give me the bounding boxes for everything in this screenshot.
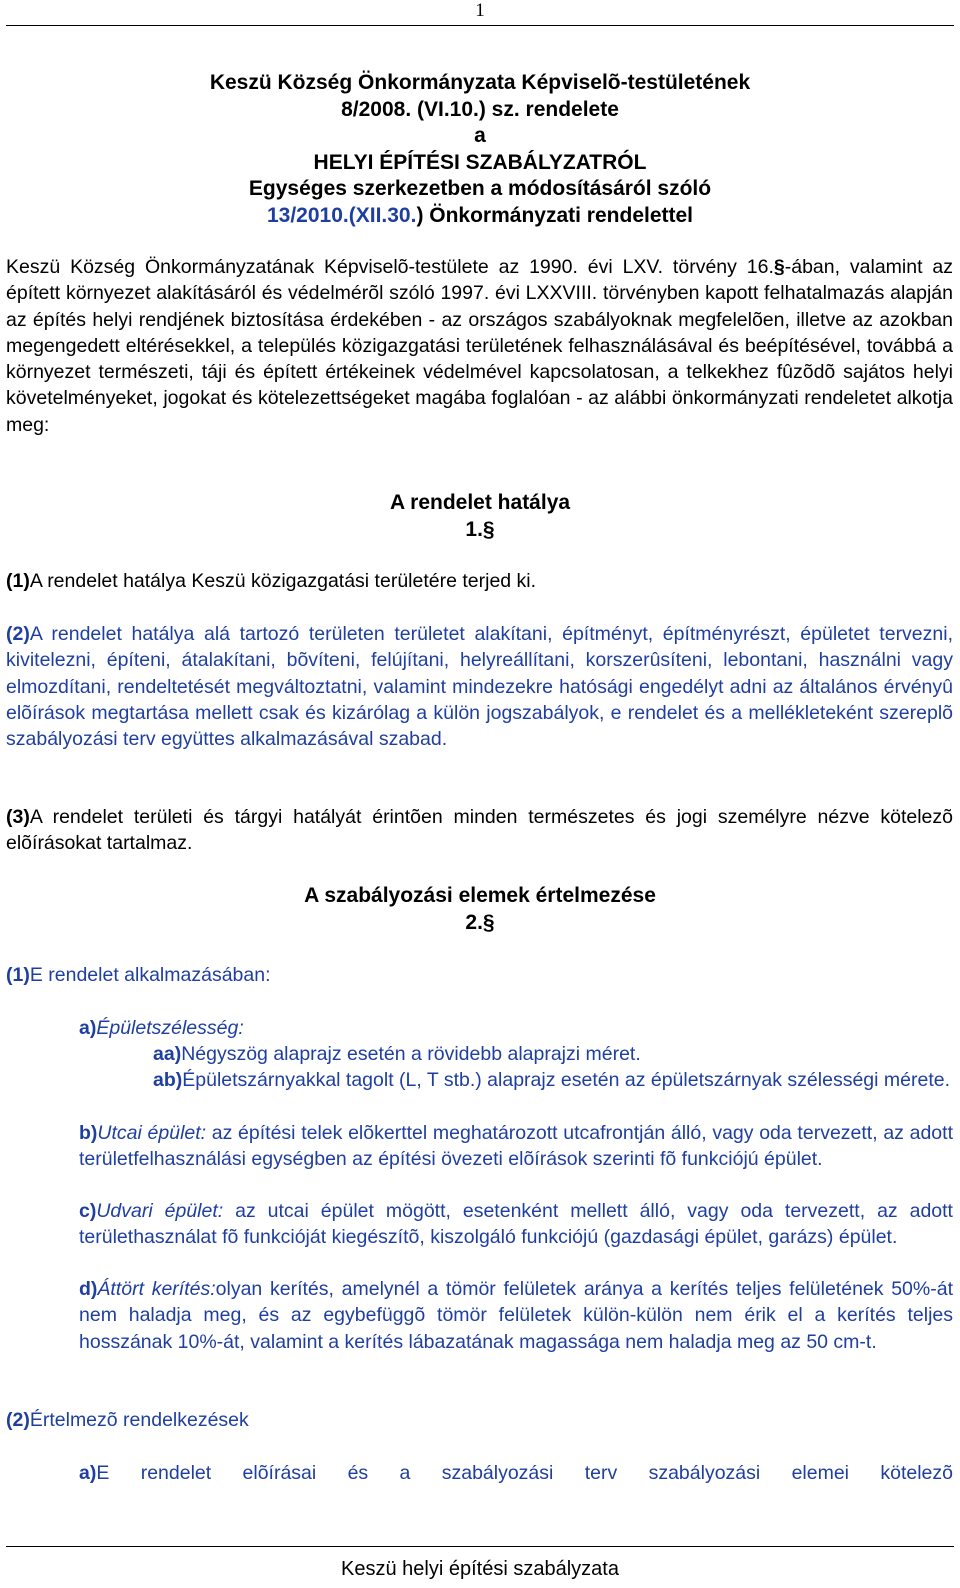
item-label: aa) xyxy=(153,1043,182,1065)
page-number: 1 xyxy=(475,0,485,21)
section-1-title: A rendelet hatálya xyxy=(389,491,571,514)
definition-b xyxy=(79,1120,953,1173)
paragraph-text: E rendelet alkalmazásában: xyxy=(29,964,271,986)
section-1-heading xyxy=(0,490,960,543)
paragraph-label: (3) xyxy=(6,806,30,828)
item-text: Épületszárnyakkal tagolt (L, T stb.) alaprajz esetén az épületszárnyak szélességi mérete. xyxy=(182,1069,951,1091)
definition-a xyxy=(79,1015,953,1041)
preamble-text-2: -ában, valamint az épített környezet alakításáról és védelmérõl szóló 1997. évi LXXVIII. törvényben kapott felhatalmazás alapján az építés helyi rendjének biztosítása érdekében - az országos szabályoknak megfelelõen, illetve az azokban megengedett eltérésekkel, a település közigazgatási területének felhasználásával és beépítésével, továbbá a környezet természeti, táji és épített értékeinek védelmével kapcsolatosan, a telkekhez fûzõdõ sajátos helyi követelményeket, jogokat és kötelezettségeket magába foglalóan - az alábbi önkormányzati rendeletet alkotja meg: xyxy=(6,256,953,436)
title-line-6-rest: ) Önkormányzati rendelettel xyxy=(416,203,694,227)
item-label: d) xyxy=(79,1278,98,1300)
section-1-num: 1. xyxy=(465,517,483,541)
section-2-paragraph-1 xyxy=(6,962,953,988)
preamble-text-1: Keszü Község Önkormányzatának Képviselõ-testülete az 1990. évi LXV. törvény 16. xyxy=(6,256,774,278)
definition-aa xyxy=(153,1041,953,1067)
paragraph-label: (2) xyxy=(6,1409,30,1431)
section-2-sign: § xyxy=(482,910,495,934)
item-text: Négyszög alaprajz esetén a rövidebb alaprajzi méret. xyxy=(181,1043,641,1065)
item-text: E rendelet elõírásai és a szabályozási terv szabályozási elemei kötelezõ xyxy=(96,1462,953,1484)
section-2-title: A szabályozási elemek értelmezése xyxy=(304,884,656,907)
section-sign: § xyxy=(773,256,785,278)
defined-term: Épületszélesség: xyxy=(96,1017,244,1039)
title-line-1: Keszü Község Önkormányzata Képviselõ-testületének xyxy=(209,71,751,94)
definition-ab xyxy=(153,1067,953,1093)
header-rule xyxy=(6,25,954,26)
preamble-paragraph xyxy=(6,254,953,438)
defined-term: Áttört kerítés: xyxy=(97,1278,216,1300)
paragraph-text: A rendelet hatálya Keszü közigazgatási területére terjed ki. xyxy=(29,570,537,592)
section-2-heading xyxy=(0,883,960,936)
footer-rule xyxy=(6,1546,954,1547)
paragraph-label: (1) xyxy=(6,570,30,592)
section-2-number xyxy=(0,910,960,937)
section-1-paragraph-3 xyxy=(6,804,953,857)
document-title xyxy=(0,70,960,229)
title-line-4: HELYI ÉPÍTÉSI SZABÁLYZATRÓL xyxy=(313,150,647,174)
paragraph-text: A rendelet hatálya alá tartozó területen területet alakítani, építményt, építményrészt, épületet tervezni, kivitelezni, építeni, átalakítani, bõvíteni, felújítani, helyreállítani, korszerûsíteni, lebontani, használni vagy elmozdítani, rendeltetését megváltoztatni, valamint mindezekre hatósági engedélyt adni az általános érvényû elõírások megtartása mellett csak és kizárólag a külön jogszabályok, e rendelet és a mellékleteként szereplõ szabályozási terv együttes alkalmazásával szabad. xyxy=(6,623,953,751)
section-1-sign: § xyxy=(482,517,495,541)
definition-d xyxy=(79,1276,953,1355)
section-1-paragraph-2 xyxy=(6,621,953,752)
defined-term: Utcai épület: xyxy=(97,1122,207,1144)
item-label: c) xyxy=(79,1200,97,1222)
definition-c xyxy=(79,1198,953,1251)
item-text: az építési telek elõkerttel meghatározott utcafrontján álló, vagy oda tervezett, az adott területfelhasználási egységben az építési övezeti elõírások szerinti fõ funkciójú épület. xyxy=(79,1122,953,1171)
item-text: olyan kerítés, amelynél a tömör felületek aránya a kerítés teljes felületének 50%-át nem haladja meg, és az egybefüggõ tömör felületek külön-külön nem érik el a kerítés teljes hosszának 10%-át, valamint a kerítés lábazatának magassága nem haladja meg az 50 cm-t. xyxy=(79,1278,954,1353)
item-label: ab) xyxy=(153,1069,183,1091)
section-2-num: 2. xyxy=(465,910,483,934)
paragraph-text: A rendelet területi és tárgyi hatályát érintõen minden természetes és jogi személyre nézve kötelezõ elõírásokat tartalmaz. xyxy=(6,806,953,855)
page-footer: Keszü helyi építési szabályzata xyxy=(341,1558,619,1580)
title-line-3: a xyxy=(474,124,486,147)
amendment-reference: 13/2010.(XII.30. xyxy=(266,203,417,227)
title-line-5: Egységes szerkezetben a módosításáról szóló xyxy=(248,177,712,200)
title-line-2: 8/2008. (VI.10.) sz. rendelete xyxy=(341,97,619,121)
paragraph-text: Értelmezõ rendelkezések xyxy=(29,1409,249,1431)
section-2-item-a xyxy=(79,1460,953,1486)
paragraph-label: (1) xyxy=(6,964,30,986)
section-1-paragraph-1 xyxy=(6,568,953,594)
paragraph-label: (2) xyxy=(6,623,30,645)
section-1-number xyxy=(0,517,960,544)
item-label: a) xyxy=(79,1017,97,1039)
item-label: b) xyxy=(79,1122,98,1144)
item-label: a) xyxy=(79,1462,97,1484)
section-2-paragraph-2 xyxy=(6,1407,953,1433)
defined-term: Udvari épület: xyxy=(96,1200,224,1222)
item-text: az utcai épület mögött, esetenként mellett álló, vagy oda tervezett, az adott területhasználat fõ funkcióját kiegészítõ, kiszolgáló funkciójú (gazdasági épület, garázs) épület. xyxy=(79,1200,953,1249)
title-line-6 xyxy=(0,203,960,230)
